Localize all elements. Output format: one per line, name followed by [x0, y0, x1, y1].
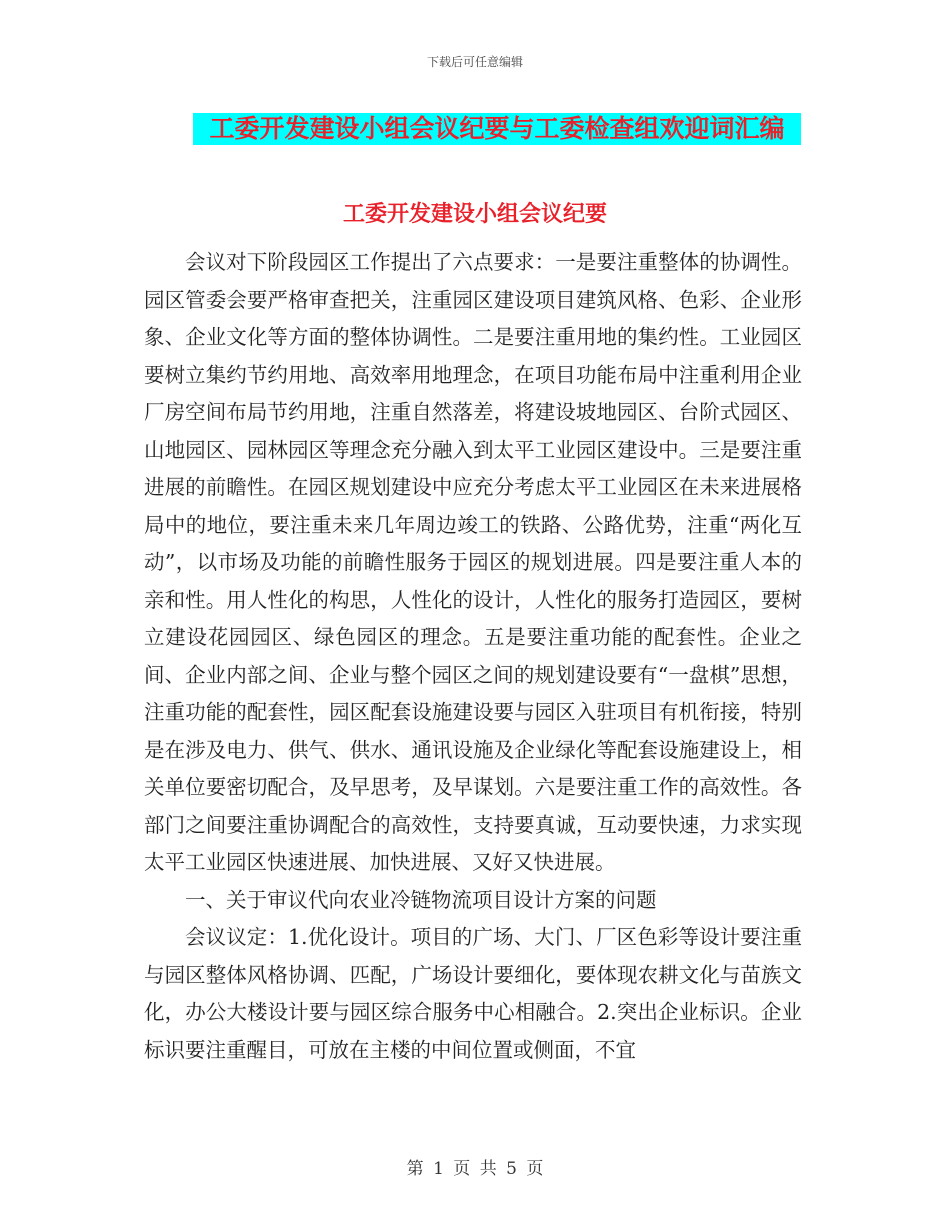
section-title: 工委开发建设小组会议纪要: [342, 202, 607, 227]
body-paragraph-requirements: 会议对下阶段园区工作提出了六点要求：一是要注重整体的协调性。园区管委会要严格审查把关，注重园区建设项目建筑风格、色彩、企业形象、企业文化等方面的整体协调性。二是要注重用地的集约性。工业园区要树立集约节约用地、高效率用地理念，在项目功能布局中注重利用企业厂房空间布局节约用地，注重自然落差，将建设坡地园区、台阶式园区、山地园区、园林园区等理念充分融入到太平工业园区建设中。三是要注重进展的前瞻性。在园区规划建设中应充分考虑太平工业园区在未来进展格局中的地位，要注重未来几年周边竣工的铁路、公路优势，注重“两化互动”，以市场及功能的前瞻性服务于园区的规划进展。四是要注重人本的亲和性。用人性化的构思，人性化的设计，人性化的服务打造园区，要树立建设花园园区、绿色园区的理念。五是要注重功能的配套性。企业之间、企业内部之间、企业与整个园区之间的规划建设要有“一盘棋”思想，注重功能的配套性，园区配套设施建设要与园区入驻项目有机衔接，特别是在涉及电力、供气、供水、通讯设施及企业绿化等配套设施建设上，相关单位要密切配合，及早思考，及早谋划。六是要注重工作的高效性。各部门之间要注重协调配合的高效性，支持要真诚，互动要快速，力求实现太平工业园区快速进展、加快进展、又好又快进展。: [144, 250, 802, 874]
document-main-title: 工委开发建设小组会议纪要与工委检查组欢迎词汇编: [193, 113, 801, 145]
page-number-footer: 第 1 页 共 5 页: [406, 1159, 544, 1179]
body-paragraph-item-heading: 一、关于审议代向农业冷链物流项目设计方案的问题: [185, 887, 657, 912]
body-paragraph-decision: 会议议定：1.优化设计。项目的广场、大门、厂区色彩等设计要注重与园区整体风格协调、匹配，广场设计要细化，要体现农耕文化与苗族文化，办公大楼设计要与园区综合服务中心相融合。2.突出企业标识。企业标识要注重醒目，可放在主楼的中间位置或侧面，不宜: [144, 925, 802, 1062]
document-body: [144, 244, 802, 1069]
header-note: 下载后可任意编辑: [426, 55, 523, 69]
